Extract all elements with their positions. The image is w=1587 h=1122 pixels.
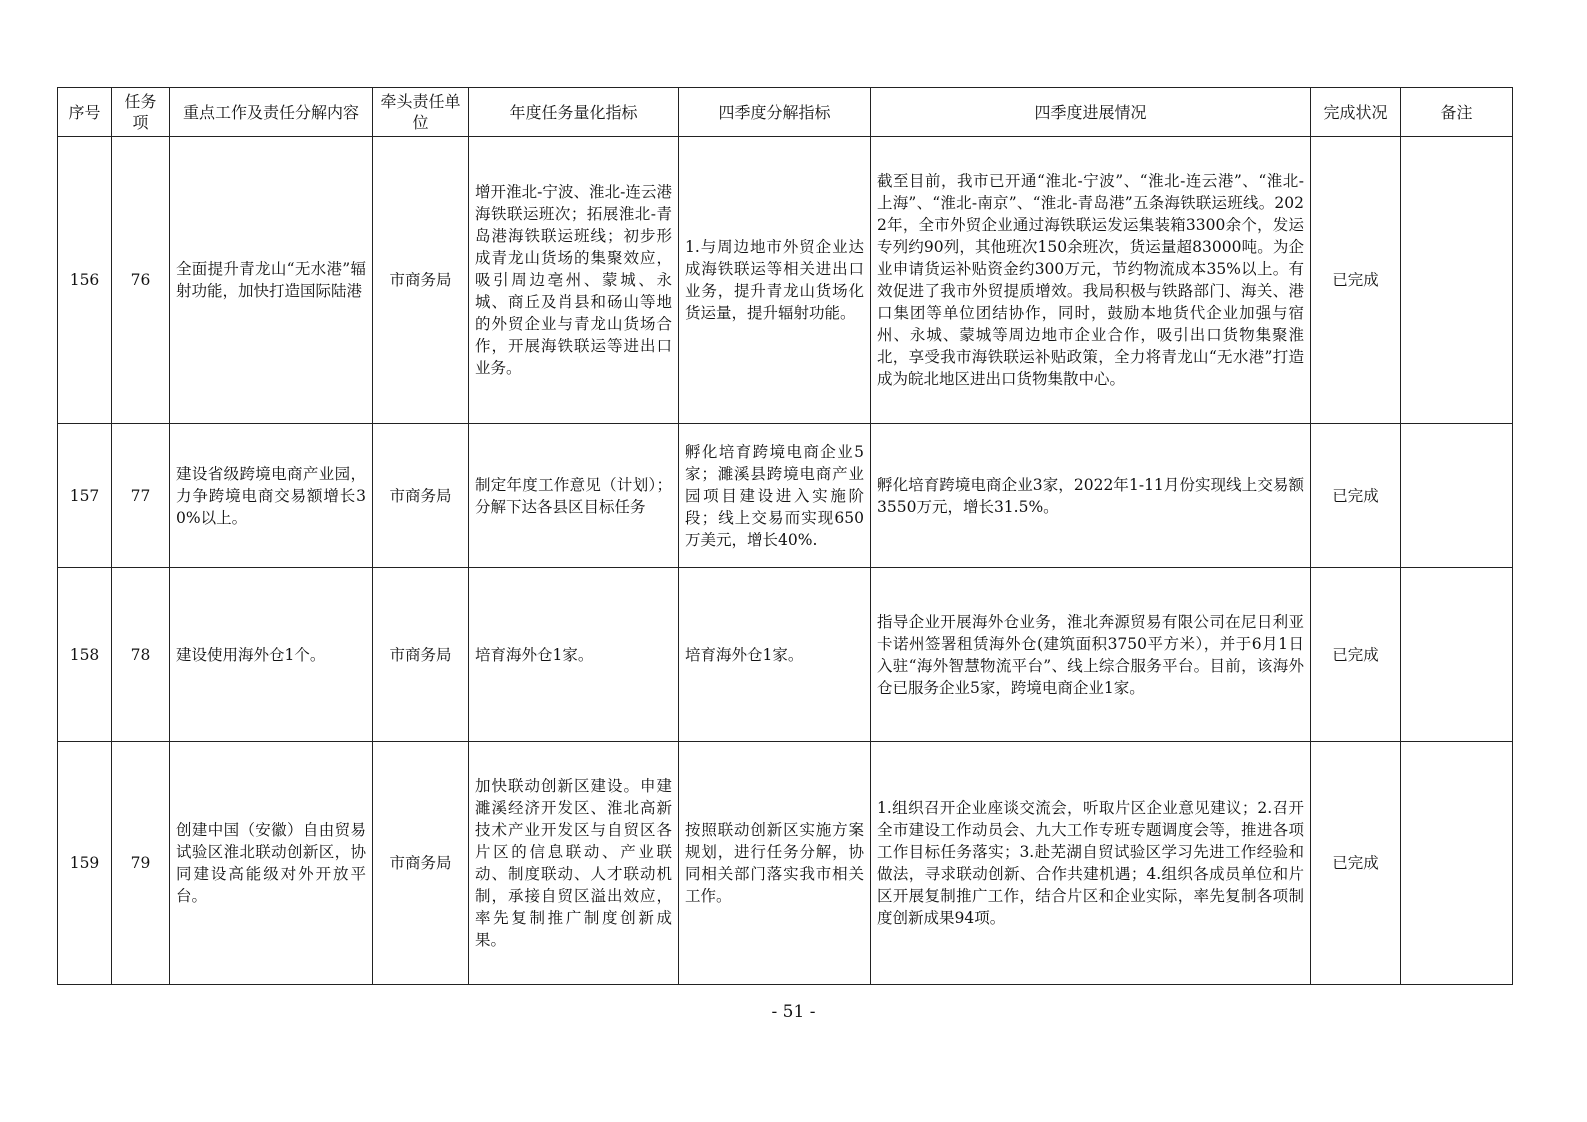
cell-q4-indicator: 培育海外仓1家。 [679,568,871,742]
cell-serial: 159 [58,742,112,985]
cell-lead-unit: 市商务局 [373,137,469,424]
table-row [58,424,1513,568]
cell-status: 已完成 [1311,742,1401,985]
cell-note [1401,568,1513,742]
cell-note [1401,742,1513,985]
cell-serial: 158 [58,568,112,742]
cell-serial: 156 [58,137,112,424]
header-serial: 序号 [58,88,112,137]
header-task-item: 任务项 [112,88,170,137]
cell-lead-unit: 市商务局 [373,568,469,742]
cell-serial: 157 [58,424,112,568]
page-number: - 51 - [771,1002,816,1022]
cell-key-work: 全面提升青龙山“无水港”辐射功能，加快打造国际陆港 [170,137,373,424]
cell-lead-unit: 市商务局 [373,742,469,985]
cell-status: 已完成 [1311,424,1401,568]
cell-note [1401,424,1513,568]
cell-note [1401,137,1513,424]
task-table [57,87,1513,985]
cell-annual-indicator: 培育海外仓1家。 [469,568,679,742]
header-annual-indicator: 年度任务量化指标 [469,88,679,137]
cell-status: 已完成 [1311,137,1401,424]
cell-q4-indicator: 1.与周边地市外贸企业达成海铁联运等相关进出口业务，提升青龙山货场化货运量，提升辐射功能。 [679,137,871,424]
cell-task-item: 79 [112,742,170,985]
header-row [58,88,1513,137]
cell-q4-progress: 孵化培育跨境电商企业3家，2022年1-11月份实现线上交易额3550万元，增长31.5%。 [871,424,1311,568]
cell-task-item: 76 [112,137,170,424]
cell-task-item: 77 [112,424,170,568]
task-table-container [57,87,1512,985]
cell-q4-progress: 指导企业开展海外仓业务，淮北奔源贸易有限公司在尼日利亚卡诺州签署租赁海外仓(建筑面积3750平方米），并于6月1日入驻“海外智慧物流平台”、线上综合服务平台。目前，该海外仓已服务企业5家，跨境电商企业1家。 [871,568,1311,742]
header-key-work: 重点工作及责任分解内容 [170,88,373,137]
cell-task-item: 78 [112,568,170,742]
cell-q4-indicator: 孵化培育跨境电商企业5家；濉溪县跨境电商产业园项目建设进入实施阶段；线上交易而实现650万美元，增长40%. [679,424,871,568]
header-q4-indicator: 四季度分解指标 [679,88,871,137]
cell-q4-progress: 截至目前，我市已开通“淮北-宁波”、“淮北-连云港”、“淮北-上海”、“淮北-南京”、“淮北-青岛港”五条海铁联运班线。2022年，全市外贸企业通过海铁联运发运集装箱3300余个，发运专列约90列，其他班次150余班次，货运量超83000吨。为企业申请货运补贴资金约300万元，节约物流成本35%以上。有效促进了我市外贸提质增效。我局积极与铁路部门、海关、港口集团等单位团结协作，同时，鼓励本地货代企业加强与宿州、永城、蒙城等周边地市企业合作，吸引出口货物集聚淮北，享受我市海铁联运补贴政策，全力将青龙山“无水港”打造成为皖北地区进出口货物集散中心。 [871,137,1311,424]
cell-status: 已完成 [1311,568,1401,742]
header-q4-progress: 四季度进展情况 [871,88,1311,137]
table-row [58,137,1513,424]
cell-annual-indicator: 增开淮北-宁波、淮北-连云港海铁联运班次；拓展淮北-青岛港海铁联运班线；初步形成青龙山货场的集聚效应，吸引周边亳州、蒙城、永城、商丘及肖县和砀山等地的外贸企业与青龙山货场合作，开展海铁联运等进出口业务。 [469,137,679,424]
header-lead-unit: 牵头责任单位 [373,88,469,137]
cell-annual-indicator: 制定年度工作意见（计划）；分解下达各县区目标任务 [469,424,679,568]
cell-key-work: 创建中国（安徽）自由贸易试验区淮北联动创新区，协同建设高能级对外开放平台。 [170,742,373,985]
cell-key-work: 建设使用海外仓1个。 [170,568,373,742]
cell-key-work: 建设省级跨境电商产业园，力争跨境电商交易额增长30%以上。 [170,424,373,568]
table-row [58,568,1513,742]
cell-annual-indicator: 加快联动创新区建设。申建濉溪经济开发区、淮北高新技术产业开发区与自贸区各片区的信息联动、产业联动、制度联动、人才联动机制，承接自贸区溢出效应，率先复制推广制度创新成果。 [469,742,679,985]
table-row [58,742,1513,985]
cell-lead-unit: 市商务局 [373,424,469,568]
cell-q4-progress: 1.组织召开企业座谈交流会，听取片区企业意见建议；2.召开全市建设工作动员会、九大工作专班专题调度会等，推进各项工作目标任务落实；3.赴芜湖自贸试验区学习先进工作经验和做法，寻求联动创新、合作共建机遇；4.组织各成员单位和片区开展复制推广工作，结合片区和企业实际，率先复制各项制度创新成果94项。 [871,742,1311,985]
cell-q4-indicator: 按照联动创新区实施方案规划，进行任务分解，协同相关部门落实我市相关工作。 [679,742,871,985]
header-status: 完成状况 [1311,88,1401,137]
header-note: 备注 [1401,88,1513,137]
